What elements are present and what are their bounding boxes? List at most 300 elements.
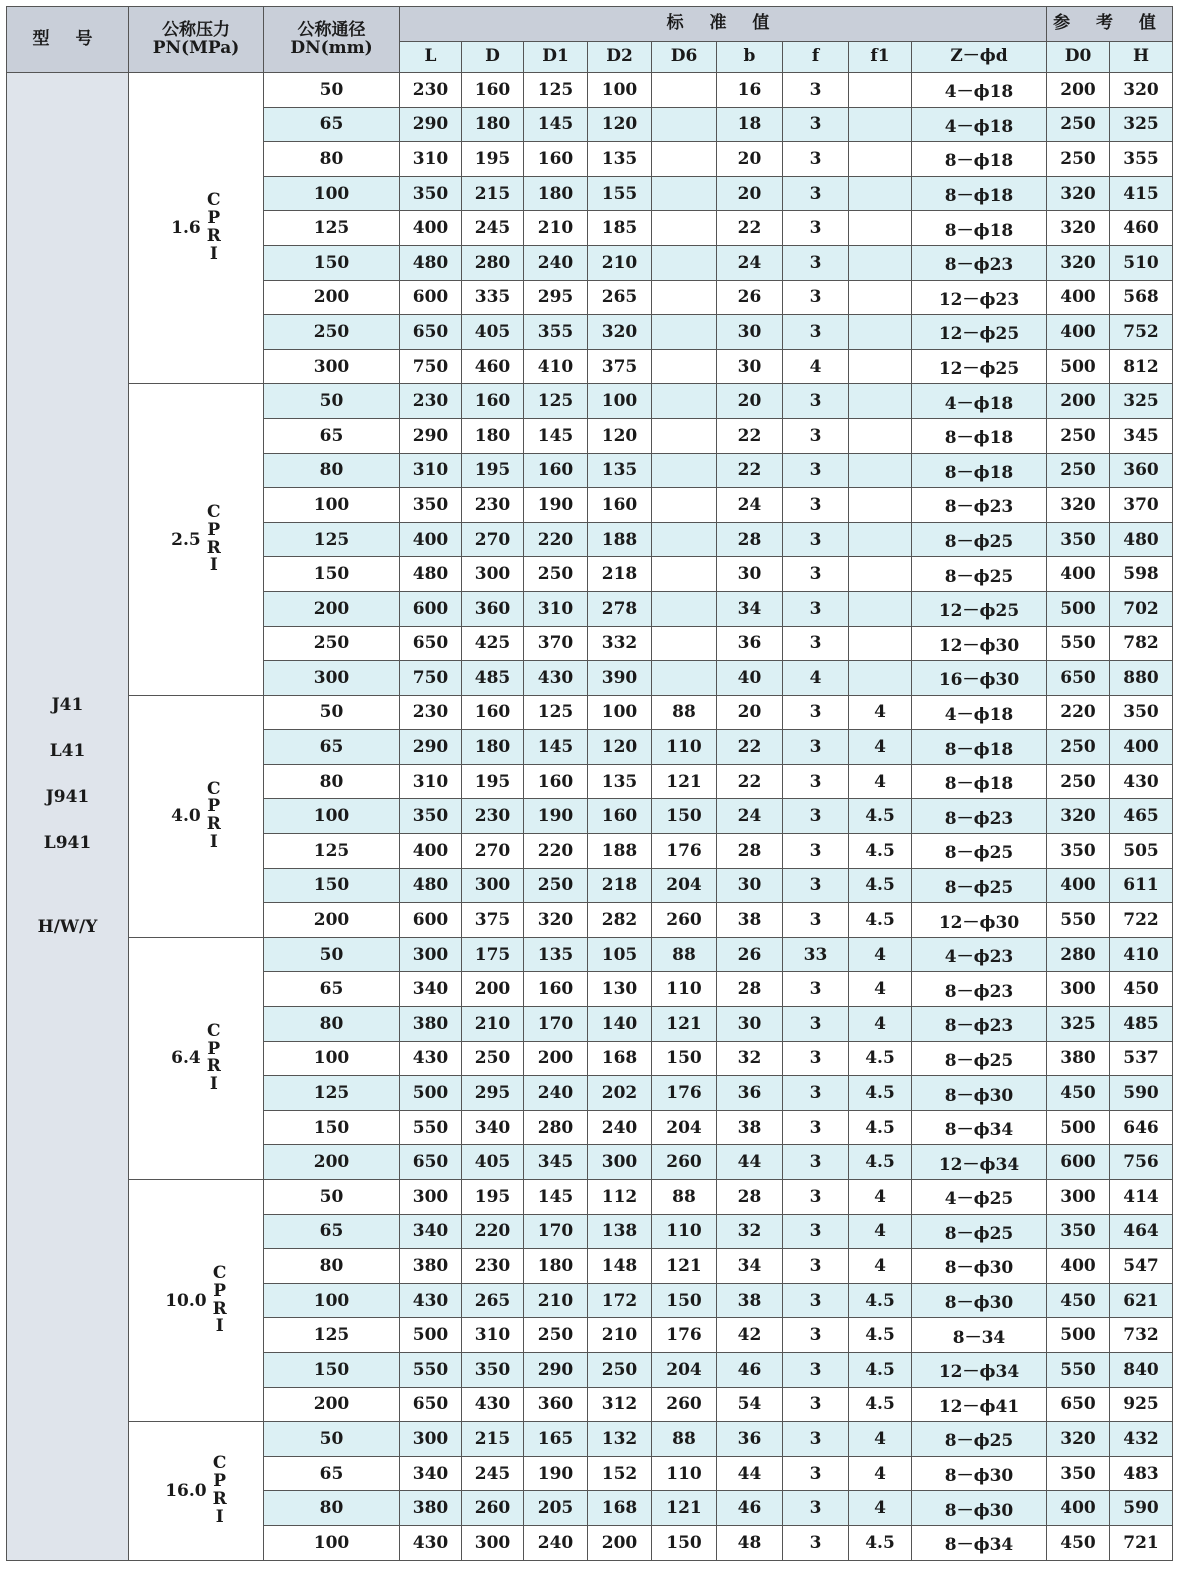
dn-cell: 100 (264, 1283, 400, 1318)
value-cell (652, 280, 717, 315)
value-cell: 8－ϕ25 (912, 557, 1047, 592)
value-cell: 3 (783, 1422, 849, 1457)
value-cell: 204 (652, 868, 717, 903)
dn-cell: 80 (264, 142, 400, 177)
value-cell: 3 (783, 488, 849, 523)
column-header: f1 (849, 42, 912, 73)
value-cell: 550 (400, 1110, 462, 1145)
value-cell: 140 (588, 1007, 652, 1042)
dn-cell: 250 (264, 626, 400, 661)
value-cell: 3 (783, 1352, 849, 1387)
value-cell: 3 (783, 799, 849, 834)
model-name: J41 (51, 695, 84, 716)
value-cell: 4 (849, 1422, 912, 1457)
value-cell: 8－ϕ18 (912, 142, 1047, 177)
dn-cell: 65 (264, 1214, 400, 1249)
value-cell: 218 (588, 868, 652, 903)
value-cell: 350 (1047, 834, 1110, 869)
value-cell: 28 (717, 834, 783, 869)
value-cell: 415 (1110, 176, 1173, 211)
value-cell: 34 (717, 591, 783, 626)
value-cell (849, 315, 912, 350)
value-cell: 3 (783, 868, 849, 903)
value-cell: 8－ϕ30 (912, 1249, 1047, 1284)
value-cell: 12－ϕ41 (912, 1387, 1047, 1422)
value-cell: 195 (462, 142, 524, 177)
value-cell: 320 (1110, 73, 1173, 108)
material-letter: C (212, 1262, 227, 1283)
value-cell: 44 (717, 1456, 783, 1491)
value-cell: 325 (1047, 1007, 1110, 1042)
value-cell: 320 (1047, 176, 1110, 211)
value-cell: 30 (717, 868, 783, 903)
material-letter: I (209, 1074, 218, 1095)
value-cell: 3 (783, 142, 849, 177)
value-cell: 4 (783, 349, 849, 384)
dn-cell: 80 (264, 1249, 400, 1284)
value-cell: 245 (462, 1456, 524, 1491)
value-cell: 300 (588, 1145, 652, 1180)
value-cell: 8－ϕ18 (912, 453, 1047, 488)
value-cell: 240 (524, 245, 588, 280)
value-cell: 290 (400, 730, 462, 765)
value-cell: 3 (783, 176, 849, 211)
value-cell: 8－ϕ23 (912, 245, 1047, 280)
value-cell: 180 (462, 730, 524, 765)
dn-cell: 65 (264, 418, 400, 453)
table-row (7, 384, 1173, 419)
value-cell: 8－ϕ25 (912, 834, 1047, 869)
value-cell: 16－ϕ30 (912, 661, 1047, 696)
value-cell: 168 (588, 1491, 652, 1526)
dn-header: 公称通径 DN(mm) (264, 7, 400, 73)
value-cell: 100 (588, 384, 652, 419)
value-cell: 510 (1110, 245, 1173, 280)
value-cell: 480 (1110, 522, 1173, 557)
value-cell: 220 (524, 834, 588, 869)
value-cell: 250 (524, 868, 588, 903)
material-letter: I (215, 1506, 224, 1527)
value-cell: 160 (588, 799, 652, 834)
value-cell: 145 (524, 1180, 588, 1215)
value-cell: 135 (588, 142, 652, 177)
value-cell: 300 (462, 1525, 524, 1560)
value-cell: 375 (462, 903, 524, 938)
value-cell: 88 (652, 1422, 717, 1457)
value-cell: 260 (652, 903, 717, 938)
value-cell: 138 (588, 1214, 652, 1249)
value-cell: 230 (400, 695, 462, 730)
value-cell: 3 (783, 834, 849, 869)
material-letter: C (207, 190, 221, 211)
value-cell (652, 349, 717, 384)
value-cell: 3 (783, 1076, 849, 1111)
value-cell: 8－34 (912, 1318, 1047, 1353)
material-letter: R (206, 537, 221, 558)
value-cell: 702 (1110, 591, 1173, 626)
dn-cell: 65 (264, 730, 400, 765)
value-cell: 160 (524, 764, 588, 799)
value-cell: 132 (588, 1422, 652, 1457)
value-cell: 464 (1110, 1214, 1173, 1249)
material-letter: I (209, 244, 218, 265)
value-cell: 8－ϕ30 (912, 1456, 1047, 1491)
value-cell: 230 (400, 73, 462, 108)
value-cell: 390 (588, 661, 652, 696)
value-cell: 44 (717, 1145, 783, 1180)
reference-values-header: 参 考 值 (1047, 7, 1173, 42)
value-cell: 547 (1110, 1249, 1173, 1284)
value-cell (849, 418, 912, 453)
value-cell: 925 (1110, 1387, 1173, 1422)
value-cell: 3 (783, 453, 849, 488)
value-cell: 568 (1110, 280, 1173, 315)
value-cell: 3 (783, 903, 849, 938)
value-cell: 150 (652, 1283, 717, 1318)
value-cell (652, 245, 717, 280)
value-cell: 380 (400, 1491, 462, 1526)
value-cell: 410 (524, 349, 588, 384)
value-cell: 160 (524, 453, 588, 488)
value-cell: 3 (783, 1249, 849, 1284)
dn-cell: 50 (264, 1180, 400, 1215)
value-cell: 175 (462, 937, 524, 972)
value-cell: 4.5 (849, 868, 912, 903)
value-cell: 250 (462, 1041, 524, 1076)
value-cell: 8－ϕ30 (912, 1076, 1047, 1111)
value-cell: 4.5 (849, 903, 912, 938)
value-cell: 32 (717, 1041, 783, 1076)
value-cell: 500 (400, 1076, 462, 1111)
value-cell: 4 (849, 937, 912, 972)
dn-cell: 300 (264, 349, 400, 384)
value-cell: 8－ϕ30 (912, 1491, 1047, 1526)
value-cell: 176 (652, 834, 717, 869)
value-cell: 18 (717, 107, 783, 142)
model-header: 型 号 (7, 7, 129, 73)
value-cell: 650 (400, 1145, 462, 1180)
value-cell: 310 (524, 591, 588, 626)
value-cell: 210 (462, 1007, 524, 1042)
pressure-value: 1.6 (171, 218, 201, 239)
value-cell: 300 (462, 868, 524, 903)
value-cell: 360 (1110, 453, 1173, 488)
value-cell: 22 (717, 418, 783, 453)
value-cell: 32 (717, 1214, 783, 1249)
value-cell: 3 (783, 695, 849, 730)
value-cell: 8－ϕ18 (912, 176, 1047, 211)
value-cell: 3 (783, 1318, 849, 1353)
dn-cell: 80 (264, 453, 400, 488)
value-cell (849, 453, 912, 488)
value-cell: 22 (717, 211, 783, 246)
value-cell: 36 (717, 1076, 783, 1111)
value-cell: 160 (462, 695, 524, 730)
value-cell: 300 (1047, 972, 1110, 1007)
value-cell: 600 (400, 280, 462, 315)
value-cell: 752 (1110, 315, 1173, 350)
dn-cell: 150 (264, 1110, 400, 1145)
value-cell: 350 (1047, 1214, 1110, 1249)
value-cell: 621 (1110, 1283, 1173, 1318)
value-cell: 430 (462, 1387, 524, 1422)
value-cell: 48 (717, 1525, 783, 1560)
value-cell: 3 (783, 73, 849, 108)
dn-cell: 100 (264, 799, 400, 834)
value-cell: 160 (588, 488, 652, 523)
value-cell: 600 (400, 903, 462, 938)
dn-cell: 100 (264, 488, 400, 523)
value-cell: 450 (1110, 972, 1173, 1007)
value-cell: 3 (783, 211, 849, 246)
value-cell: 260 (462, 1491, 524, 1526)
value-cell: 4－ϕ25 (912, 1180, 1047, 1215)
value-cell: 460 (1110, 211, 1173, 246)
material-letter: P (207, 1038, 221, 1059)
column-header: H (1110, 42, 1173, 73)
value-cell: 300 (400, 937, 462, 972)
material-letter: P (207, 796, 221, 817)
value-cell: 400 (1047, 868, 1110, 903)
value-cell: 4 (849, 1214, 912, 1249)
table-row (7, 1422, 1173, 1457)
value-cell: 8－ϕ18 (912, 211, 1047, 246)
material-letter: P (207, 519, 221, 540)
value-cell: 290 (400, 107, 462, 142)
value-cell: 350 (400, 799, 462, 834)
value-cell: 150 (652, 1525, 717, 1560)
dn-cell: 50 (264, 937, 400, 972)
value-cell: 650 (1047, 661, 1110, 696)
value-cell: 8－ϕ34 (912, 1110, 1047, 1145)
value-cell: 30 (717, 315, 783, 350)
value-cell: 12－ϕ30 (912, 626, 1047, 661)
value-cell: 480 (400, 557, 462, 592)
value-cell (652, 591, 717, 626)
value-cell: 148 (588, 1249, 652, 1284)
value-cell: 188 (588, 522, 652, 557)
value-cell (849, 211, 912, 246)
value-cell: 160 (524, 972, 588, 1007)
value-cell: 110 (652, 972, 717, 1007)
pressure-cell (129, 1180, 264, 1422)
value-cell: 430 (524, 661, 588, 696)
value-cell: 350 (462, 1352, 524, 1387)
value-cell: 88 (652, 937, 717, 972)
value-cell: 505 (1110, 834, 1173, 869)
pressure-cell (129, 695, 264, 937)
value-cell: 4.5 (849, 1076, 912, 1111)
value-cell: 110 (652, 1214, 717, 1249)
pressure-value: 2.5 (171, 529, 201, 550)
value-cell: 405 (462, 315, 524, 350)
value-cell: 150 (652, 799, 717, 834)
value-cell: 722 (1110, 903, 1173, 938)
value-cell: 230 (462, 488, 524, 523)
value-cell: 170 (524, 1214, 588, 1249)
value-cell: 500 (1047, 591, 1110, 626)
material-letter: C (207, 1020, 221, 1041)
column-header: D1 (524, 42, 588, 73)
value-cell (652, 418, 717, 453)
value-cell: 30 (717, 349, 783, 384)
column-header: D6 (652, 42, 717, 73)
value-cell: 500 (1047, 349, 1110, 384)
value-cell: 320 (1047, 1422, 1110, 1457)
value-cell: 3 (783, 1456, 849, 1491)
value-cell: 38 (717, 1283, 783, 1318)
material-letter: I (209, 555, 218, 576)
value-cell: 380 (1047, 1041, 1110, 1076)
value-cell: 598 (1110, 557, 1173, 592)
value-cell: 350 (1110, 695, 1173, 730)
value-cell: 120 (588, 418, 652, 453)
value-cell: 135 (588, 453, 652, 488)
value-cell: 36 (717, 1422, 783, 1457)
value-cell: 260 (652, 1145, 717, 1180)
value-cell: 425 (462, 626, 524, 661)
value-cell: 260 (652, 1387, 717, 1422)
value-cell (652, 73, 717, 108)
value-cell: 4 (849, 730, 912, 765)
value-cell: 4.5 (849, 1145, 912, 1180)
value-cell: 320 (1047, 799, 1110, 834)
value-cell (849, 626, 912, 661)
value-cell: 310 (462, 1318, 524, 1353)
value-cell: 200 (524, 1041, 588, 1076)
value-cell: 350 (400, 488, 462, 523)
value-cell: 4.5 (849, 834, 912, 869)
value-cell: 4－ϕ18 (912, 73, 1047, 108)
value-cell: 721 (1110, 1525, 1173, 1560)
value-cell: 370 (524, 626, 588, 661)
value-cell: 4－ϕ18 (912, 695, 1047, 730)
value-cell: 500 (1047, 1318, 1110, 1353)
value-cell: 12－ϕ30 (912, 903, 1047, 938)
value-cell: 250 (524, 1318, 588, 1353)
value-cell: 230 (462, 1249, 524, 1284)
value-cell: 28 (717, 972, 783, 1007)
value-cell: 4.5 (849, 1318, 912, 1353)
pressure-value: 10.0 (165, 1290, 207, 1311)
dn-cell: 80 (264, 1007, 400, 1042)
value-cell (652, 142, 717, 177)
value-cell: 145 (524, 730, 588, 765)
value-cell: 202 (588, 1076, 652, 1111)
value-cell: 400 (400, 211, 462, 246)
value-cell: 3 (783, 315, 849, 350)
value-cell: 3 (783, 1110, 849, 1145)
value-cell: 160 (462, 73, 524, 108)
value-cell: 3 (783, 591, 849, 626)
value-cell: 145 (524, 107, 588, 142)
material-letter: R (212, 1298, 227, 1319)
value-cell: 290 (524, 1352, 588, 1387)
value-cell: 300 (1047, 1180, 1110, 1215)
value-cell (849, 488, 912, 523)
value-cell: 3 (783, 1041, 849, 1076)
value-cell: 650 (400, 1387, 462, 1422)
value-cell: 350 (1047, 1456, 1110, 1491)
value-cell: 36 (717, 626, 783, 661)
value-cell: 375 (588, 349, 652, 384)
value-cell: 430 (400, 1525, 462, 1560)
value-cell: 611 (1110, 868, 1173, 903)
value-cell: 121 (652, 1249, 717, 1284)
model-name: L41 (49, 741, 86, 762)
value-cell: 12－ϕ23 (912, 280, 1047, 315)
value-cell: 220 (524, 522, 588, 557)
dn-cell: 80 (264, 1491, 400, 1526)
value-cell: 4 (849, 1456, 912, 1491)
value-cell: 120 (588, 730, 652, 765)
value-cell: 4 (849, 764, 912, 799)
value-cell: 500 (400, 1318, 462, 1353)
value-cell: 350 (400, 176, 462, 211)
value-cell: 405 (462, 1145, 524, 1180)
dn-cell: 200 (264, 1145, 400, 1180)
value-cell: 3 (783, 730, 849, 765)
value-cell: 840 (1110, 1352, 1173, 1387)
value-cell (652, 107, 717, 142)
value-cell: 432 (1110, 1422, 1173, 1457)
value-cell: 450 (1047, 1283, 1110, 1318)
value-cell: 270 (462, 834, 524, 869)
value-cell: 26 (717, 937, 783, 972)
value-cell: 485 (1110, 1007, 1173, 1042)
value-cell: 280 (524, 1110, 588, 1145)
value-cell: 8－ϕ18 (912, 418, 1047, 453)
value-cell: 4 (849, 1007, 912, 1042)
value-cell: 24 (717, 245, 783, 280)
value-cell: 8－ϕ25 (912, 1214, 1047, 1249)
value-cell: 100 (588, 695, 652, 730)
value-cell: 250 (524, 557, 588, 592)
value-cell: 145 (524, 418, 588, 453)
value-cell: 8－ϕ30 (912, 1283, 1047, 1318)
value-cell: 340 (400, 972, 462, 1007)
value-cell: 20 (717, 384, 783, 419)
value-cell: 218 (588, 557, 652, 592)
value-cell: 100 (588, 73, 652, 108)
pn-header: 公称压力 PN(MPa) (129, 7, 264, 73)
value-cell: 168 (588, 1041, 652, 1076)
value-cell: 320 (1047, 488, 1110, 523)
value-cell: 590 (1110, 1491, 1173, 1526)
column-header: D (462, 42, 524, 73)
value-cell: 4 (849, 1180, 912, 1215)
value-cell: 4 (849, 1249, 912, 1284)
value-cell: 160 (524, 142, 588, 177)
value-cell: 215 (462, 1422, 524, 1457)
value-cell (849, 245, 912, 280)
dn-cell: 200 (264, 280, 400, 315)
value-cell: 3 (783, 245, 849, 280)
value-cell: 22 (717, 453, 783, 488)
value-cell: 650 (400, 626, 462, 661)
value-cell: 12－ϕ25 (912, 349, 1047, 384)
material-letter: R (206, 1056, 221, 1077)
value-cell: 250 (1047, 418, 1110, 453)
value-cell: 430 (400, 1041, 462, 1076)
value-cell: 8－ϕ25 (912, 1041, 1047, 1076)
value-cell (849, 522, 912, 557)
value-cell (849, 661, 912, 696)
value-cell: 4 (783, 661, 849, 696)
value-cell: 204 (652, 1352, 717, 1387)
value-cell: 121 (652, 1491, 717, 1526)
value-cell: 3 (783, 107, 849, 142)
